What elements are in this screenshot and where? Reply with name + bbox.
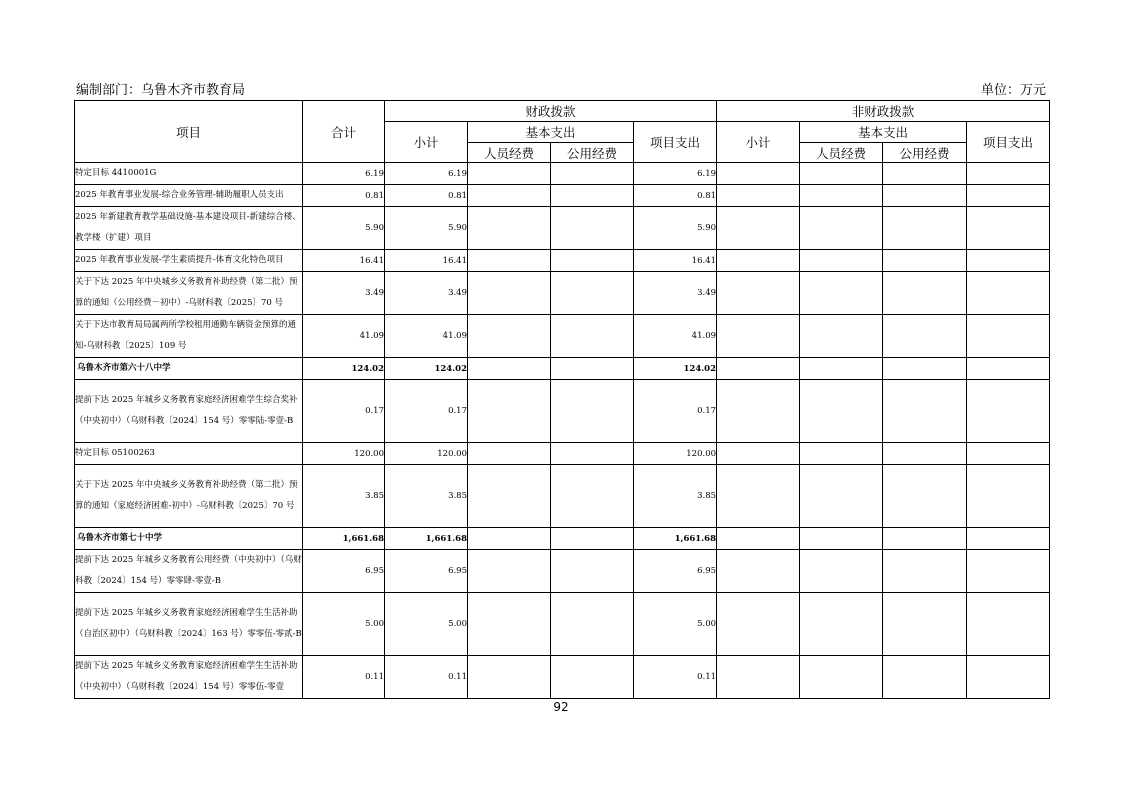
row-fiscal-project: 5.00 [634, 593, 717, 656]
row-fiscal-public [551, 185, 634, 207]
row-nonfiscal-project [967, 656, 1050, 699]
row-nonfiscal-subtotal [717, 380, 800, 443]
row-label: 提前下达 2025 年城乡义务教育家庭经济困难学生生活补助（自治区初中）（乌财科教〔2024〕163 号）零零伍-零贰-B [75, 593, 303, 656]
row-fiscal-public [551, 593, 634, 656]
row-label: 特定目标 4410001G [75, 163, 303, 185]
row-label: 提前下达 2025 年城乡义务教育家庭经济困难学生生活补助（中央初中）（乌财科教〔2024〕154 号）零零伍-零壹 [75, 656, 303, 699]
col-nonfiscal-personnel-header: 人员经费 [800, 143, 883, 163]
row-fiscal-subtotal: 16.41 [385, 250, 468, 272]
row-total: 5.00 [303, 593, 385, 656]
row-fiscal-personnel [468, 443, 551, 465]
row-nonfiscal-project [967, 207, 1050, 250]
row-nonfiscal-project [967, 443, 1050, 465]
table-row [75, 358, 1050, 380]
row-fiscal-personnel [468, 550, 551, 593]
row-nonfiscal-project [967, 593, 1050, 656]
row-nonfiscal-public [883, 250, 967, 272]
row-fiscal-public [551, 380, 634, 443]
table-row [75, 593, 1050, 656]
table-row [75, 185, 1050, 207]
row-nonfiscal-personnel [800, 163, 883, 185]
row-fiscal-project: 3.85 [634, 465, 717, 528]
row-label: 乌鲁木齐市第七十中学 [75, 528, 303, 550]
row-total: 6.95 [303, 550, 385, 593]
col-fiscal-personnel-header: 人员经费 [468, 143, 551, 163]
row-nonfiscal-personnel [800, 550, 883, 593]
col-nonfiscal-project-header: 项目支出 [967, 122, 1050, 163]
table-row [75, 443, 1050, 465]
row-label: 2025 年教育事业发展-综合业务管理-辅助履职人员支出 [75, 185, 303, 207]
row-nonfiscal-personnel [800, 358, 883, 380]
row-nonfiscal-public [883, 443, 967, 465]
row-nonfiscal-personnel [800, 380, 883, 443]
row-total: 3.49 [303, 272, 385, 315]
col-fiscal-public-header: 公用经费 [551, 143, 634, 163]
table-row [75, 163, 1050, 185]
table-row [75, 272, 1050, 315]
table-row [75, 656, 1050, 699]
row-nonfiscal-public [883, 465, 967, 528]
row-fiscal-public [551, 272, 634, 315]
row-fiscal-personnel [468, 163, 551, 185]
row-nonfiscal-public [883, 550, 967, 593]
table-row [75, 207, 1050, 250]
row-fiscal-subtotal: 3.85 [385, 465, 468, 528]
row-label: 2025 年教育事业发展-学生素质提升-体育文化特色项目 [75, 250, 303, 272]
row-fiscal-personnel [468, 272, 551, 315]
row-fiscal-personnel [468, 315, 551, 358]
row-label: 关于下达市教育局局属两所学校租用通勤车辆资金预算的通知-乌财科教〔2025〕109 号 [75, 315, 303, 358]
row-fiscal-public [551, 550, 634, 593]
row-nonfiscal-personnel [800, 250, 883, 272]
row-fiscal-project: 41.09 [634, 315, 717, 358]
page-number: 92 [553, 700, 569, 714]
row-nonfiscal-personnel [800, 656, 883, 699]
row-fiscal-subtotal: 6.95 [385, 550, 468, 593]
row-nonfiscal-public [883, 163, 967, 185]
row-fiscal-subtotal: 124.02 [385, 358, 468, 380]
row-nonfiscal-personnel [800, 272, 883, 315]
row-fiscal-subtotal: 1,661.68 [385, 528, 468, 550]
row-nonfiscal-project [967, 528, 1050, 550]
row-fiscal-subtotal: 41.09 [385, 315, 468, 358]
row-fiscal-subtotal: 120.00 [385, 443, 468, 465]
row-nonfiscal-subtotal [717, 550, 800, 593]
row-fiscal-subtotal: 0.81 [385, 185, 468, 207]
row-nonfiscal-personnel [800, 185, 883, 207]
row-nonfiscal-project [967, 250, 1050, 272]
row-nonfiscal-subtotal [717, 656, 800, 699]
row-fiscal-project: 1,661.68 [634, 528, 717, 550]
table-row [75, 315, 1050, 358]
col-nonfiscal-header: 非财政拨款 [717, 101, 1050, 122]
row-nonfiscal-project [967, 465, 1050, 528]
row-nonfiscal-subtotal [717, 593, 800, 656]
row-nonfiscal-project [967, 550, 1050, 593]
row-total: 41.09 [303, 315, 385, 358]
row-nonfiscal-subtotal [717, 272, 800, 315]
row-fiscal-personnel [468, 465, 551, 528]
row-fiscal-subtotal: 0.17 [385, 380, 468, 443]
row-nonfiscal-personnel [800, 528, 883, 550]
row-fiscal-subtotal: 3.49 [385, 272, 468, 315]
row-nonfiscal-public [883, 380, 967, 443]
row-nonfiscal-subtotal [717, 528, 800, 550]
row-nonfiscal-project [967, 315, 1050, 358]
row-nonfiscal-project [967, 380, 1050, 443]
row-nonfiscal-personnel [800, 465, 883, 528]
row-total: 124.02 [303, 358, 385, 380]
row-nonfiscal-public [883, 315, 967, 358]
row-total: 0.17 [303, 380, 385, 443]
row-fiscal-public [551, 443, 634, 465]
row-fiscal-personnel [468, 185, 551, 207]
row-fiscal-subtotal: 6.19 [385, 163, 468, 185]
row-fiscal-project: 124.02 [634, 358, 717, 380]
row-fiscal-project: 0.81 [634, 185, 717, 207]
row-label: 乌鲁木齐市第六十八中学 [75, 358, 303, 380]
row-fiscal-public [551, 528, 634, 550]
budget-table [74, 100, 1050, 699]
row-label: 关于下达 2025 年中央城乡义务教育补助经费（第二批）预算的通知（家庭经济困难-初中）-乌财科教〔2025〕70 号 [75, 465, 303, 528]
row-fiscal-public [551, 250, 634, 272]
row-nonfiscal-public [883, 272, 967, 315]
col-fiscal-project-header: 项目支出 [634, 122, 717, 163]
col-total-header: 合计 [303, 101, 385, 163]
row-fiscal-public [551, 207, 634, 250]
row-nonfiscal-project [967, 163, 1050, 185]
row-fiscal-subtotal: 5.90 [385, 207, 468, 250]
row-nonfiscal-project [967, 358, 1050, 380]
row-label: 提前下达 2025 年城乡义务教育公用经费（中央初中）（乌财科教〔2024〕154 号）零零肆-零壹-B [75, 550, 303, 593]
table-row [75, 528, 1050, 550]
row-nonfiscal-subtotal [717, 163, 800, 185]
row-fiscal-subtotal: 0.11 [385, 656, 468, 699]
row-nonfiscal-public [883, 593, 967, 656]
row-fiscal-personnel [468, 380, 551, 443]
row-nonfiscal-personnel [800, 443, 883, 465]
row-fiscal-project: 6.19 [634, 163, 717, 185]
col-fiscal-header: 财政拨款 [385, 101, 717, 122]
row-total: 5.90 [303, 207, 385, 250]
row-fiscal-project: 16.41 [634, 250, 717, 272]
row-fiscal-public [551, 358, 634, 380]
row-fiscal-personnel [468, 207, 551, 250]
table-header [75, 101, 1050, 163]
row-fiscal-personnel [468, 250, 551, 272]
row-total: 16.41 [303, 250, 385, 272]
col-nonfiscal-basic-header: 基本支出 [800, 122, 967, 143]
table-row [75, 250, 1050, 272]
row-fiscal-project: 5.90 [634, 207, 717, 250]
unit-label: 单位：万元 [980, 83, 1046, 98]
row-label: 2025 年新建教育教学基础设施-基本建设项目-新建综合楼、教学楼（扩建）项目 [75, 207, 303, 250]
table-row [75, 465, 1050, 528]
row-nonfiscal-subtotal [717, 465, 800, 528]
row-nonfiscal-subtotal [717, 185, 800, 207]
row-total: 3.85 [303, 465, 385, 528]
row-nonfiscal-subtotal [717, 443, 800, 465]
row-total: 0.81 [303, 185, 385, 207]
row-fiscal-project: 0.11 [634, 656, 717, 699]
col-project-header: 项目 [75, 101, 303, 163]
row-nonfiscal-project [967, 185, 1050, 207]
row-fiscal-project: 120.00 [634, 443, 717, 465]
row-total: 0.11 [303, 656, 385, 699]
row-label: 特定目标 05100263 [75, 443, 303, 465]
row-fiscal-personnel [468, 593, 551, 656]
table-body [75, 163, 1050, 699]
department-label: 编制部门：乌鲁木齐市教育局 [76, 83, 246, 98]
row-fiscal-project: 3.49 [634, 272, 717, 315]
row-fiscal-project: 0.17 [634, 380, 717, 443]
row-label: 关于下达 2025 年中央城乡义务教育补助经费（第二批）预算的通知（公用经费－初中）-乌财科教〔2025〕70 号 [75, 272, 303, 315]
row-nonfiscal-subtotal [717, 250, 800, 272]
row-fiscal-personnel [468, 358, 551, 380]
col-fiscal-subtotal-header: 小计 [385, 122, 468, 163]
row-label: 提前下达 2025 年城乡义务教育家庭经济困难学生综合奖补（中央初中）（乌财科教〔2024〕154 号）零零陆-零壹-B [75, 380, 303, 443]
row-fiscal-subtotal: 5.00 [385, 593, 468, 656]
table-row [75, 550, 1050, 593]
row-nonfiscal-project [967, 272, 1050, 315]
row-nonfiscal-personnel [800, 207, 883, 250]
row-fiscal-personnel [468, 656, 551, 699]
row-fiscal-public [551, 163, 634, 185]
row-total: 6.19 [303, 163, 385, 185]
row-nonfiscal-public [883, 656, 967, 699]
row-fiscal-personnel [468, 528, 551, 550]
row-nonfiscal-public [883, 185, 967, 207]
row-nonfiscal-public [883, 207, 967, 250]
row-nonfiscal-personnel [800, 315, 883, 358]
col-nonfiscal-public-header: 公用经费 [883, 143, 967, 163]
row-fiscal-public [551, 315, 634, 358]
row-nonfiscal-subtotal [717, 358, 800, 380]
row-total: 120.00 [303, 443, 385, 465]
row-fiscal-project: 6.95 [634, 550, 717, 593]
row-nonfiscal-public [883, 358, 967, 380]
row-nonfiscal-public [883, 528, 967, 550]
row-nonfiscal-personnel [800, 593, 883, 656]
row-fiscal-public [551, 465, 634, 528]
col-nonfiscal-subtotal-header: 小计 [717, 122, 800, 163]
row-total: 1,661.68 [303, 528, 385, 550]
row-fiscal-public [551, 656, 634, 699]
row-nonfiscal-subtotal [717, 207, 800, 250]
row-nonfiscal-subtotal [717, 315, 800, 358]
table-row [75, 380, 1050, 443]
col-fiscal-basic-header: 基本支出 [468, 122, 634, 143]
